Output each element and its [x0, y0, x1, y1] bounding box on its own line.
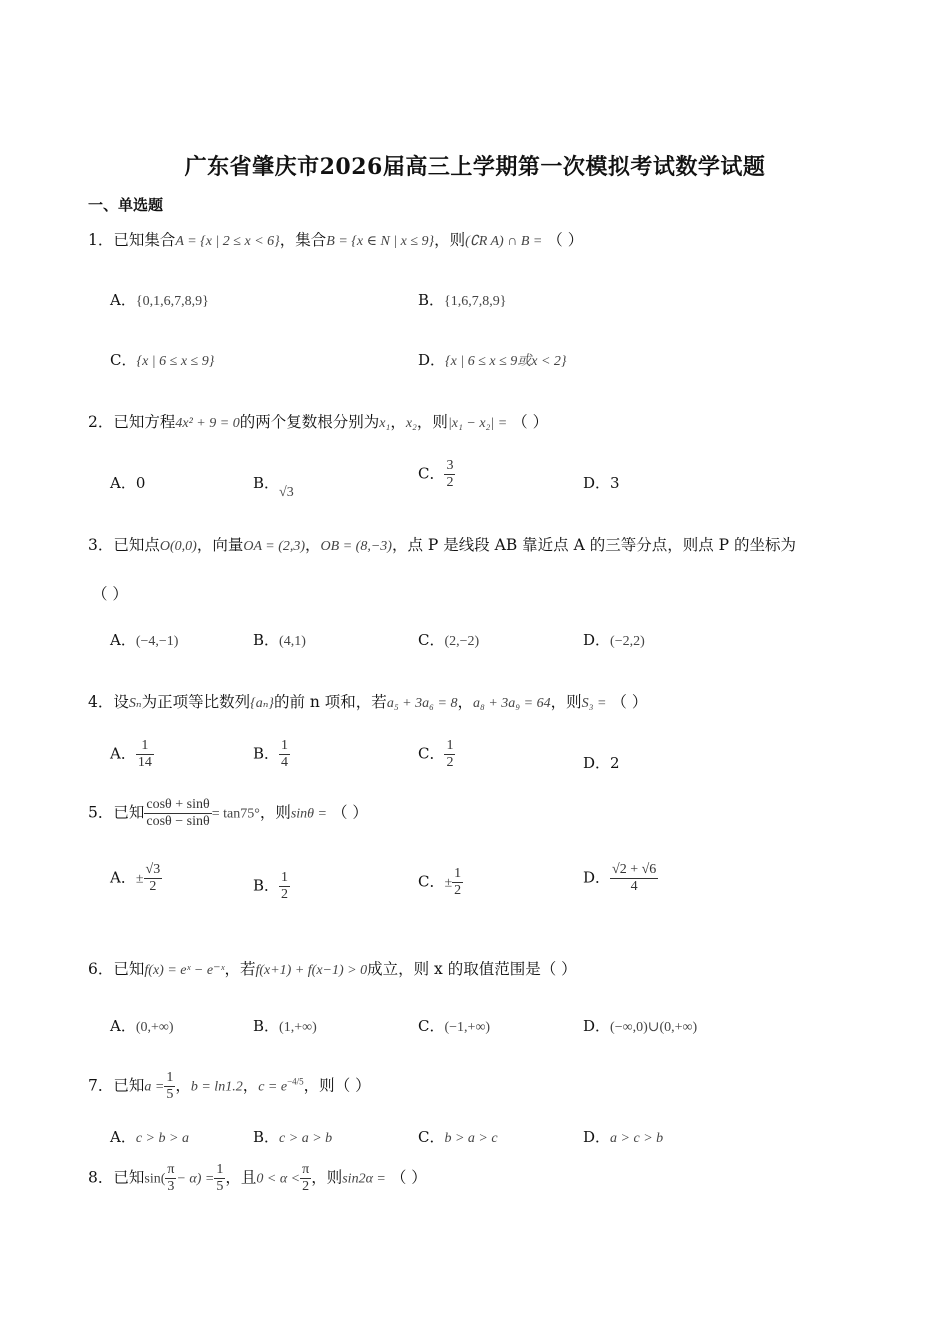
question-text: 已知集合 — [113, 231, 176, 249]
answer-paren: （ ） — [390, 1168, 427, 1187]
option-b[interactable]: B． $\frac{1}{4}$ — [253, 738, 289, 770]
math-expr: x₁ — [379, 416, 391, 431]
math-expr: sin( — [144, 1171, 166, 1187]
question-text: ，则 — [550, 693, 582, 711]
option-a[interactable]: A．(0,+∞) — [110, 1017, 174, 1035]
fraction: $\frac{\cos\theta + \sin\theta}{\cos\theta - \sin\theta}$ — [146, 797, 210, 829]
option-c[interactable]: C．(2,−2) — [418, 631, 480, 649]
question-text: 为正项等比数列 — [141, 693, 251, 711]
fraction: $\frac{\pi}{2}$ — [302, 1162, 310, 1194]
math-expr: 0 < α < — [256, 1171, 301, 1187]
math-expr: f(x+1) + f(x−1) > 0 — [255, 963, 368, 978]
option-d[interactable]: D．2 — [583, 754, 620, 772]
math-expr: |x₁ − x₂| = — [447, 416, 508, 431]
question-text: ， — [305, 536, 321, 554]
question-text: ， — [390, 413, 406, 431]
question-text: ，则 — [416, 413, 448, 431]
question-4 — [88, 690, 647, 712]
question-6 — [88, 957, 577, 979]
question-text: 已知方程 — [113, 413, 176, 431]
answer-paren: （ ） — [331, 803, 368, 822]
math-expr: = tan75° — [211, 806, 260, 822]
option-d[interactable]: D．3 — [583, 474, 620, 492]
math-expr: x₂ — [405, 416, 417, 431]
fraction: $\frac{1}{5}$ — [166, 1070, 174, 1102]
math-expr: B = {x ∈ N | x ≤ 9} — [326, 234, 435, 249]
question-text: 已知 — [113, 1076, 145, 1095]
option-d[interactable]: D． $\frac{√2 + √6}{4}$ — [583, 862, 657, 894]
option-c[interactable]: C． $\frac{1}{2}$ — [418, 738, 454, 770]
question-7 — [88, 1070, 371, 1103]
math-expr: − α) = — [176, 1171, 215, 1187]
question-text: ，向量 — [196, 536, 244, 554]
math-expr: S₃ = — [581, 696, 607, 711]
question-5 — [88, 797, 368, 830]
question-text: 已知 — [113, 1168, 145, 1187]
option-b[interactable]: B．(4,1) — [253, 631, 306, 649]
option-c[interactable]: C．(−1,+∞) — [418, 1017, 491, 1035]
question-number: 8． — [88, 1168, 114, 1187]
fraction: $\frac{1}{5}$ — [216, 1162, 224, 1194]
question-number: 5． — [88, 803, 114, 822]
question-number: 2． — [88, 413, 114, 431]
option-b[interactable]: B．(1,+∞) — [253, 1017, 317, 1035]
option-a[interactable]: A． $\frac{1}{14}$ — [110, 738, 152, 770]
option-b[interactable]: B．√3 — [253, 474, 294, 500]
option-c[interactable]: C．{x | 6 ≤ x ≤ 9} — [110, 351, 215, 369]
option-c[interactable]: C． $\frac{3}{2}$ — [418, 458, 454, 490]
answer-paren: （ ） — [92, 585, 128, 603]
math-expr: c = e — [258, 1079, 288, 1095]
answer-paren: （ ） — [334, 1076, 371, 1095]
math-expr: sin2α = — [342, 1171, 386, 1187]
math-expr: A = {x | 2 ≤ x < 6} — [175, 234, 280, 249]
math-expr: O(0,0) — [159, 539, 197, 554]
math-expr: 4x² + 9 = 0 — [175, 416, 240, 431]
question-2 — [88, 410, 548, 432]
question-text: 的两个复数根分别为 — [239, 413, 380, 431]
page-title: 广东省肇庆市2026届高三上学期第一次模拟考试数学试题 — [184, 154, 766, 180]
math-expr: sinθ = — [290, 806, 327, 822]
question-text: ，集合 — [279, 231, 327, 249]
question-8 — [88, 1162, 427, 1195]
option-d[interactable]: D．a > c > b — [583, 1128, 664, 1146]
math-expr: OB = (8,−3) — [320, 539, 392, 554]
question-text: 已知 — [113, 803, 145, 822]
math-expr: OA = (2,3) — [243, 539, 306, 554]
math-expr: (∁R A) ∩ B = — [465, 234, 543, 249]
question-text: ，且 — [225, 1168, 257, 1187]
question-text: 设 — [113, 693, 129, 711]
question-number: 1． — [88, 231, 114, 249]
option-a[interactable]: A．(−4,−1) — [110, 631, 179, 649]
question-text: ，则 — [259, 803, 291, 822]
option-d[interactable]: D．(−2,2) — [583, 631, 645, 649]
answer-paren: （ ） — [611, 693, 648, 711]
answer-paren: （ ） — [540, 960, 577, 978]
question-text: ，点 P 是线段 AB 靠近点 A 的三等分点，则点 P 的坐标为 — [391, 536, 796, 554]
math-expr: a₈ + 3a₉ = 64 — [472, 696, 551, 711]
question-number: 6． — [88, 960, 114, 978]
math-expr: f(x) = eˣ − e⁻ˣ — [144, 963, 225, 978]
question-text: ，则 — [303, 1076, 335, 1095]
option-d[interactable]: D．(−∞,0)∪(0,+∞) — [583, 1017, 698, 1035]
answer-paren: （ ） — [547, 231, 584, 249]
option-a[interactable]: A．{0,1,6,7,8,9} — [110, 291, 209, 309]
math-expr: a = — [144, 1079, 165, 1095]
math-expr: Sₙ — [128, 696, 142, 711]
math-expr: b = ln1.2 — [190, 1079, 243, 1095]
question-number: 3． — [88, 536, 114, 554]
option-b[interactable]: B．c > a > b — [253, 1128, 333, 1146]
math-expr: a₅ + 3a₆ = 8 — [386, 696, 458, 711]
question-text: ， — [175, 1076, 191, 1095]
question-text: 已知点 — [113, 536, 160, 554]
answer-paren: （ ） — [512, 413, 549, 431]
option-b[interactable]: B．{1,6,7,8,9} — [418, 291, 507, 309]
option-a[interactable]: A．0 — [110, 474, 146, 492]
option-a[interactable]: A．± $\frac{√3}{2}$ — [110, 862, 161, 894]
question-text: ，则 — [434, 231, 466, 249]
question-number: 7． — [88, 1076, 114, 1095]
question-text: ， — [457, 693, 473, 711]
question-text: 已知 — [113, 960, 145, 978]
question-text: 成立，则 x 的取值范围是 — [367, 960, 541, 978]
math-exponent: −4/5 — [287, 1076, 304, 1087]
question-text: ， — [242, 1076, 259, 1095]
section-heading: 一、单选题 — [88, 196, 164, 214]
math-expr: {aₙ} — [250, 696, 274, 711]
fraction: $\frac{\pi}{3}$ — [167, 1162, 175, 1194]
question-number: 4． — [88, 693, 114, 711]
question-text: 的前 n 项和，若 — [273, 693, 387, 711]
question-text: ，若 — [224, 960, 256, 978]
option-a[interactable]: A．c > b > a — [110, 1128, 189, 1146]
question-3 — [88, 533, 796, 555]
option-d[interactable]: D．{x | 6 ≤ x ≤ 9或x < 2} — [418, 351, 567, 369]
question-1 — [88, 228, 583, 250]
option-c[interactable]: C．b > a > c — [418, 1128, 498, 1146]
option-b[interactable]: B． $\frac{1}{2}$ — [253, 870, 289, 902]
option-c[interactable]: C．± $\frac{1}{2}$ — [418, 866, 462, 898]
question-text: ，则 — [311, 1168, 343, 1187]
